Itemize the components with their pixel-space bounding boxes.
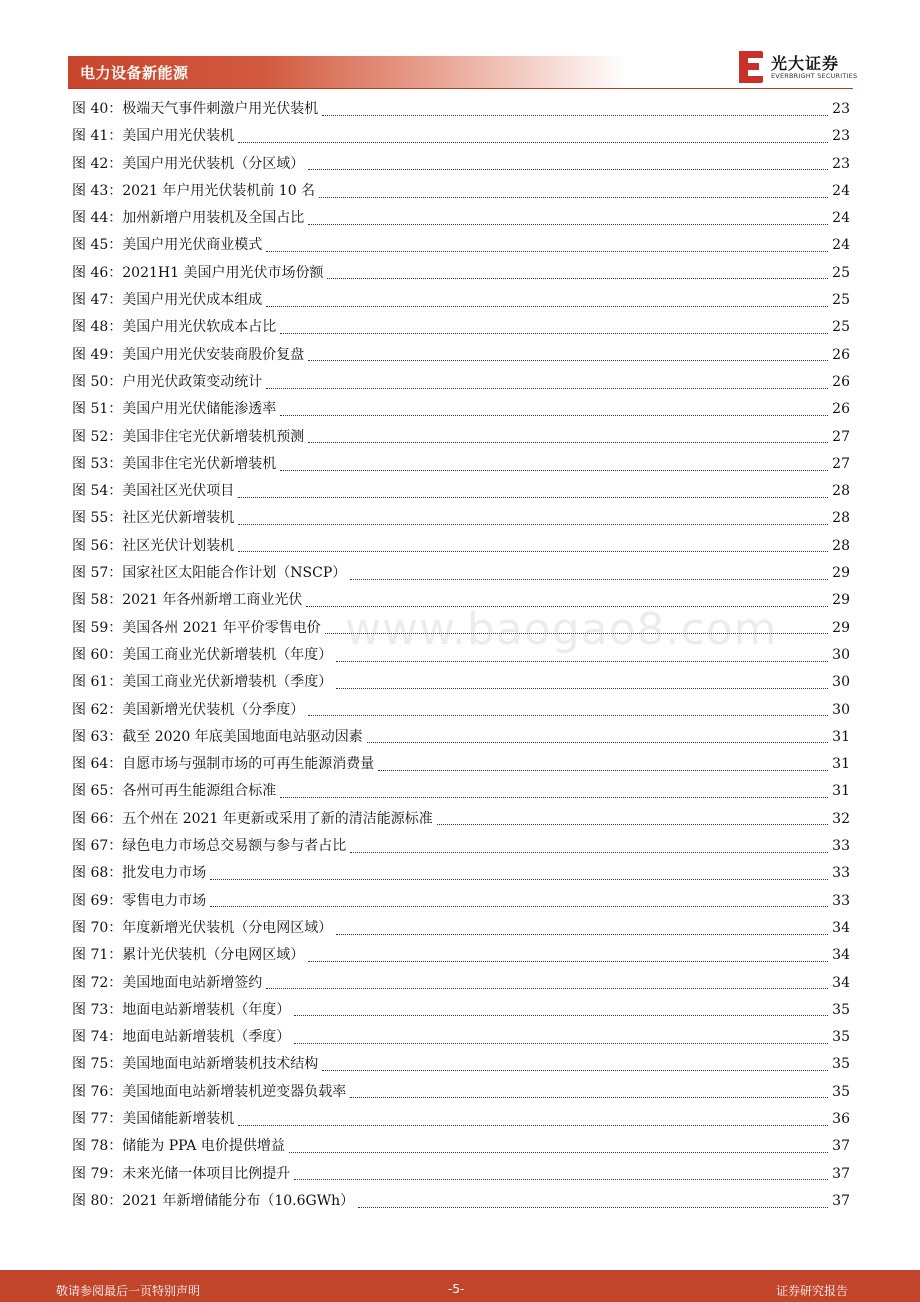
toc-entry-page: 35: [832, 1029, 850, 1046]
toc-entry-page: 27: [832, 455, 850, 472]
toc-entry-label: 图 70：年度新增光伏装机（分电网区域）: [72, 919, 333, 936]
toc-entry-label: 图 53：美国非住宅光伏新增装机: [72, 455, 277, 472]
toc-entry-page: 25: [832, 264, 850, 281]
toc-entry-page: 35: [832, 1056, 850, 1073]
page-number: -5-: [448, 1282, 465, 1296]
toc-entry-page: 31: [832, 756, 850, 773]
toc-entry[interactable]: [72, 833, 850, 860]
toc-entry[interactable]: [72, 1024, 850, 1051]
toc-entry-label: 图 52：美国非住宅光伏新增装机预测: [72, 428, 305, 445]
toc-entry-page: 30: [832, 646, 850, 663]
toc-leader-dots: [266, 250, 828, 252]
figure-table-of-contents: [72, 96, 850, 1215]
toc-entry[interactable]: [72, 205, 850, 232]
toc-leader-dots: [266, 305, 828, 307]
toc-entry-page: 37: [832, 1192, 850, 1209]
toc-leader-dots: [322, 1069, 828, 1071]
toc-entry[interactable]: [72, 232, 850, 259]
toc-entry-label: 图 76：美国地面电站新增装机逆变器负载率: [72, 1083, 347, 1100]
toc-entry-label: 图 64：自愿市场与强制市场的可再生能源消费量: [72, 756, 375, 773]
toc-entry-page: 37: [832, 1138, 850, 1155]
logo-text-cn: 光大证券: [771, 54, 840, 73]
toc-entry-label: 图 50：户用光伏政策变动统计: [72, 373, 263, 390]
toc-entry-page: 33: [832, 865, 850, 882]
toc-leader-dots: [325, 632, 828, 634]
toc-entry-page: 31: [832, 728, 850, 745]
toc-entry-page: 24: [832, 210, 850, 227]
toc-entry[interactable]: [72, 642, 850, 669]
toc-entry[interactable]: [72, 396, 850, 423]
toc-entry-label: 图 46：2021H1 美国户用光伏市场份额: [72, 264, 324, 281]
toc-entry-page: 34: [832, 974, 850, 991]
toc-leader-dots: [350, 851, 828, 853]
toc-entry-label: 图 74：地面电站新增装机（季度）: [72, 1029, 291, 1046]
toc-leader-dots: [336, 933, 828, 935]
toc-entry[interactable]: [72, 697, 850, 724]
toc-entry[interactable]: [72, 915, 850, 942]
toc-leader-dots: [280, 414, 828, 416]
toc-entry[interactable]: [72, 615, 850, 642]
toc-entry-page: 29: [832, 565, 850, 582]
toc-entry-label: 图 59：美国各州 2021 年平价零售电价: [72, 619, 321, 636]
toc-entry[interactable]: [72, 942, 850, 969]
section-title: 电力设备新能源: [80, 64, 189, 82]
toc-leader-dots: [289, 1151, 828, 1153]
toc-entry[interactable]: [72, 369, 850, 396]
toc-entry-page: 29: [832, 619, 850, 636]
toc-entry-label: 图 51：美国户用光伏储能渗透率: [72, 401, 277, 418]
toc-leader-dots: [322, 114, 828, 116]
toc-leader-dots: [280, 332, 828, 334]
toc-leader-dots: [308, 960, 828, 962]
toc-entry-label: 图 41：美国户用光伏装机: [72, 128, 235, 145]
toc-entry-page: 23: [832, 155, 850, 172]
toc-entry[interactable]: [72, 96, 850, 123]
toc-entry-label: 图 68：批发电力市场: [72, 865, 207, 882]
toc-leader-dots: [306, 605, 828, 607]
toc-leader-dots: [280, 469, 828, 471]
toc-entry-label: 图 45：美国户用光伏商业模式: [72, 237, 263, 254]
toc-leader-dots: [308, 441, 828, 443]
toc-entry-page: 24: [832, 182, 850, 199]
toc-leader-dots: [238, 141, 828, 143]
toc-entry[interactable]: [72, 860, 850, 887]
toc-entry-label: 图 61：美国工商业光伏新增装机（季度）: [72, 674, 333, 691]
toc-leader-dots: [350, 578, 828, 580]
toc-leader-dots: [210, 905, 828, 907]
toc-leader-dots: [327, 277, 828, 279]
toc-entry[interactable]: [72, 1051, 850, 1078]
toc-entry-label: 图 58：2021 年各州新增工商业光伏: [72, 592, 303, 609]
toc-leader-dots: [378, 769, 828, 771]
toc-leader-dots: [308, 223, 828, 225]
toc-entry[interactable]: [72, 533, 850, 560]
toc-entry-label: 图 77：美国储能新增装机: [72, 1110, 235, 1127]
toc-leader-dots: [266, 987, 828, 989]
toc-leader-dots: [294, 1178, 828, 1180]
toc-entry-label: 图 56：社区光伏计划装机: [72, 537, 235, 554]
toc-entry-page: 27: [832, 428, 850, 445]
everbright-logo: [738, 50, 858, 86]
toc-entry-label: 图 69：零售电力市场: [72, 892, 207, 909]
toc-leader-dots: [238, 523, 828, 525]
toc-entry-label: 图 67：绿色电力市场总交易额与参与者占比: [72, 838, 347, 855]
toc-entry[interactable]: [72, 314, 850, 341]
toc-entry-page: 30: [832, 701, 850, 718]
toc-leader-dots: [336, 687, 828, 689]
toc-leader-dots: [367, 741, 828, 743]
toc-entry-page: 25: [832, 292, 850, 309]
toc-leader-dots: [238, 1124, 828, 1126]
toc-entry[interactable]: [72, 1079, 850, 1106]
toc-entry-label: 图 80：2021 年新增储能分布（10.6GWh）: [72, 1192, 355, 1209]
toc-entry[interactable]: [72, 478, 850, 505]
toc-leader-dots: [280, 796, 828, 798]
header-band: [68, 56, 628, 88]
toc-entry-label: 图 42：美国户用光伏装机（分区域）: [72, 155, 305, 172]
toc-entry-label: 图 62：美国新增光伏装机（分季度）: [72, 701, 305, 718]
toc-entry-label: 图 72：美国地面电站新增签约: [72, 974, 263, 991]
toc-entry[interactable]: [72, 888, 850, 915]
toc-entry-label: 图 66：五个州在 2021 年更新或采用了新的清洁能源标准: [72, 810, 433, 827]
toc-entry-page: 31: [832, 783, 850, 800]
toc-leader-dots: [336, 660, 828, 662]
toc-entry[interactable]: [72, 587, 850, 614]
footer-report-type: 证券研究报告: [776, 1284, 849, 1298]
toc-entry[interactable]: [72, 451, 850, 478]
toc-entry-page: 33: [832, 838, 850, 855]
toc-leader-dots: [308, 168, 828, 170]
toc-entry-label: 图 48：美国户用光伏软成本占比: [72, 319, 277, 336]
toc-entry[interactable]: [72, 123, 850, 150]
toc-entry[interactable]: [72, 997, 850, 1024]
toc-entry-page: 29: [832, 592, 850, 609]
toc-entry-page: 25: [832, 319, 850, 336]
toc-entry[interactable]: [72, 970, 850, 997]
toc-entry-page: 37: [832, 1165, 850, 1182]
footer-disclaimer: 敬请参阅最后一页特别声明: [56, 1284, 201, 1298]
toc-entry-label: 图 65：各州可再生能源组合标准: [72, 783, 277, 800]
toc-entry-label: 图 49：美国户用光伏安装商股价复盘: [72, 346, 305, 363]
everbright-logo-icon: [738, 50, 764, 84]
toc-entry-page: 26: [832, 346, 850, 363]
toc-entry-label: 图 43：2021 年户用光伏装机前 10 名: [72, 182, 316, 199]
toc-entry[interactable]: [72, 724, 850, 751]
toc-entry-label: 图 78：储能为 PPA 电价提供增益: [72, 1138, 285, 1155]
toc-entry-page: 28: [832, 537, 850, 554]
toc-entry[interactable]: [72, 424, 850, 451]
toc-leader-dots: [319, 196, 828, 198]
toc-entry[interactable]: [72, 260, 850, 287]
watermark: www.baogao8.com: [345, 604, 778, 655]
toc-leader-dots: [294, 1014, 828, 1016]
toc-entry[interactable]: [72, 1106, 850, 1133]
toc-entry-page: 34: [832, 919, 850, 936]
header-divider: [68, 88, 853, 89]
toc-entry-page: 33: [832, 892, 850, 909]
toc-entry-label: 图 60：美国工商业光伏新增装机（年度）: [72, 646, 333, 663]
toc-entry-page: 28: [832, 510, 850, 527]
toc-entry-page: 30: [832, 674, 850, 691]
toc-leader-dots: [210, 878, 828, 880]
toc-entry-page: 35: [832, 1001, 850, 1018]
toc-entry-page: 32: [832, 810, 850, 827]
toc-entry[interactable]: [72, 151, 850, 178]
toc-leader-dots: [266, 387, 828, 389]
toc-entry-label: 图 71：累计光伏装机（分电网区域）: [72, 947, 305, 964]
toc-entry[interactable]: [72, 669, 850, 696]
toc-entry[interactable]: [72, 178, 850, 205]
toc-entry-page: 26: [832, 373, 850, 390]
toc-entry-page: 34: [832, 947, 850, 964]
toc-leader-dots: [437, 823, 828, 825]
toc-entry-label: 图 73：地面电站新增装机（年度）: [72, 1001, 291, 1018]
toc-leader-dots: [308, 359, 828, 361]
toc-entry[interactable]: [72, 1161, 850, 1188]
toc-entry[interactable]: [72, 287, 850, 314]
toc-entry[interactable]: [72, 806, 850, 833]
toc-entry-label: 图 57：国家社区太阳能合作计划（NSCP）: [72, 565, 347, 582]
toc-entry[interactable]: [72, 1188, 850, 1215]
toc-entry-label: 图 47：美国户用光伏成本组成: [72, 292, 263, 309]
toc-leader-dots: [238, 496, 828, 498]
toc-entry-page: 28: [832, 483, 850, 500]
toc-entry[interactable]: [72, 560, 850, 587]
toc-entry[interactable]: [72, 1133, 850, 1160]
toc-entry-label: 图 63：截至 2020 年底美国地面电站驱动因素: [72, 728, 363, 745]
logo-text-en: EVERBRIGHT SECURITIES: [771, 72, 858, 80]
toc-entry-page: 36: [832, 1110, 850, 1127]
toc-entry-page: 35: [832, 1083, 850, 1100]
toc-leader-dots: [294, 1042, 828, 1044]
toc-entry-page: 23: [832, 101, 850, 117]
toc-entry[interactable]: [72, 342, 850, 369]
toc-entry-label: 图 75：美国地面电站新增装机技术结构: [72, 1056, 319, 1073]
toc-leader-dots: [238, 550, 828, 552]
toc-entry[interactable]: [72, 505, 850, 532]
toc-entry[interactable]: [72, 751, 850, 778]
toc-entry-page: 24: [832, 237, 850, 254]
toc-entry[interactable]: [72, 778, 850, 805]
toc-leader-dots: [358, 1206, 828, 1208]
toc-leader-dots: [308, 714, 828, 716]
toc-entry-label: 图 55：社区光伏新增装机: [72, 510, 235, 527]
toc-entry-label: 图 79：未来光储一体项目比例提升: [72, 1165, 291, 1182]
toc-entry-label: 图 40：极端天气事件刺激户用光伏装机: [72, 101, 319, 117]
toc-entry-label: 图 44：加州新增户用装机及全国占比: [72, 210, 305, 227]
toc-entry-page: 26: [832, 401, 850, 418]
toc-entry-label: 图 54：美国社区光伏项目: [72, 483, 235, 500]
footer-bar: [0, 1270, 920, 1302]
toc-leader-dots: [350, 1096, 828, 1098]
toc-entry-page: 23: [832, 128, 850, 145]
